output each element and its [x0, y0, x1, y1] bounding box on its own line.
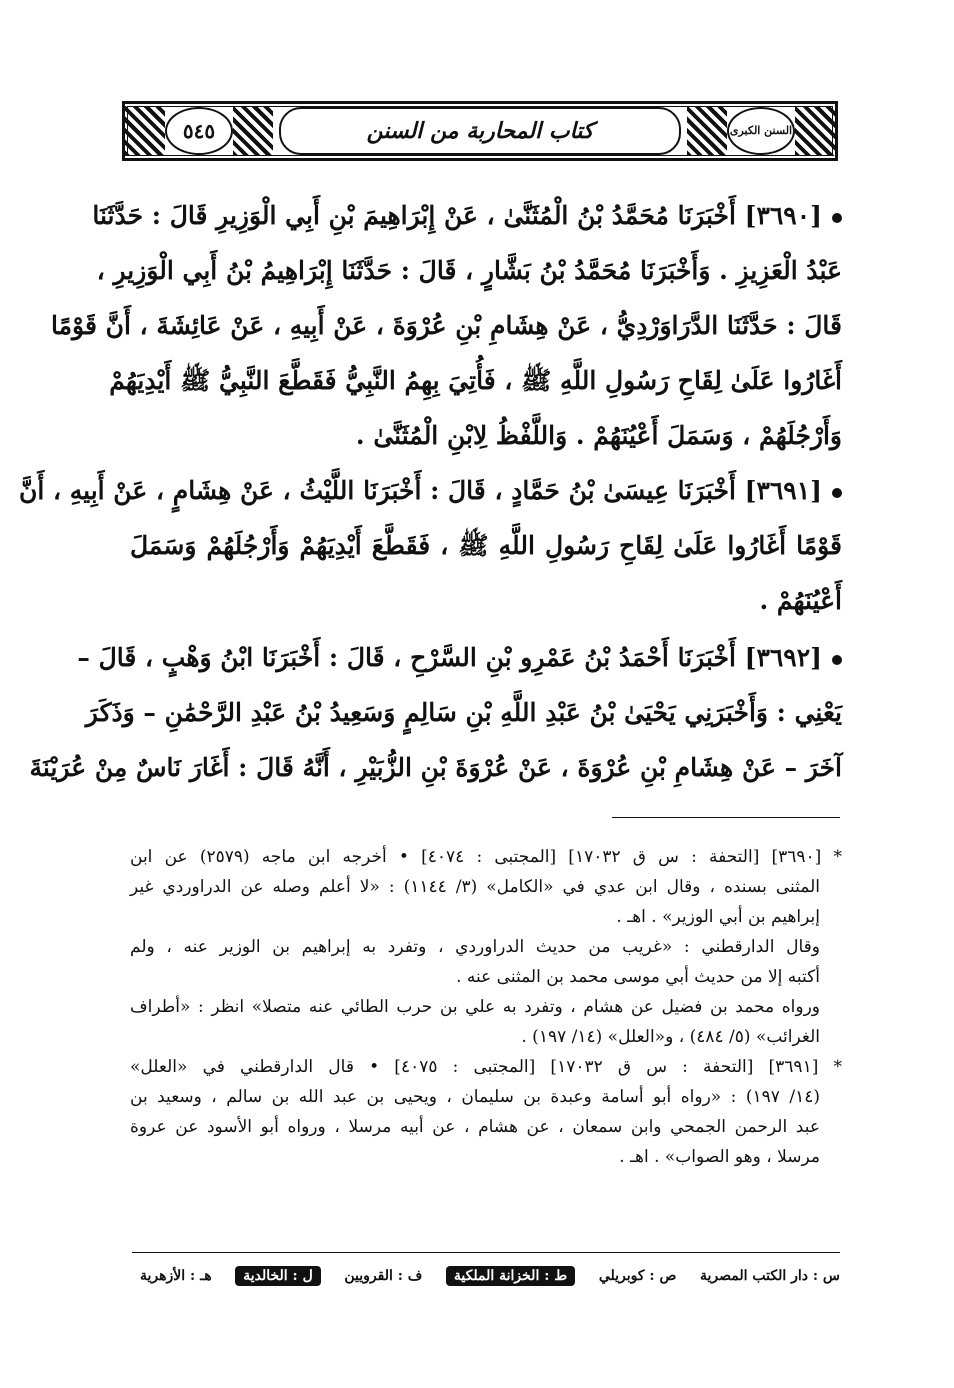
footnote-line: المثنى بسنده ، وقال ابن عدي في «الكامل» (٣/ ١١٤٤) : «لا أعلم وصله عن الدراوردي غير — [130, 877, 820, 897]
bullet-icon — [832, 655, 842, 665]
legend-item: ص : كوبريلي — [598, 1268, 677, 1284]
footnote-line: الغرائب» (٥/ ٤٨٤) ، و«العلل» (١٤/ ١٩٧) . — [521, 1027, 820, 1047]
legend-item: هـ : الأزهرية — [140, 1268, 212, 1284]
ornament — [687, 106, 727, 156]
legend-item: ف : القرويين — [344, 1268, 423, 1284]
text-line: آخَرَ – عَنْ هِشَامِ بْنِ عُرْوَةَ ، عَنْ عُرْوَةَ بْنِ الزُّبَيْرِ ، أَنَّهُ قَالَ : أَغَارَ نَاسٌ مِنْ عُرَيْنَةَ — [29, 753, 842, 782]
bullet-icon — [832, 213, 842, 223]
page-header — [122, 101, 838, 161]
ornament — [233, 106, 273, 156]
ornament-left — [125, 106, 165, 156]
legend-item: س : دار الكتب المصرية — [699, 1268, 840, 1284]
text-line: أَغَارُوا عَلَىٰ لِقَاحِ رَسُولِ اللَّهِ ﷺ ، فَأُتِيَ بِهِمُ النَّبِيُّ فَقَطَّعَ النَّبِيُّ ﷺ أَيْدِيَهُمْ — [109, 366, 842, 395]
text-line: [٣٦٩١] أَخْبَرَنَا عِيسَىٰ بْنُ حَمَّادٍ ، قَالَ : أَخْبَرَنَا اللَّيْثُ ، عَنْ هِشَامٍ ، عَنْ أَبِيهِ ، أَنَّ — [130, 463, 842, 518]
footnote-line: ورواه محمد بن فضيل عن هشام ، وتفرد به علي بن حرب الطائي عنه متصلا» انظر : «أطراف — [130, 997, 820, 1017]
footnote-line: وقال الدارقطني : «غريب من حديث الدراوردي ، وتفرد به إبراهيم بن الوزير عنه ، ولم — [130, 937, 820, 957]
hadith-3692 — [29, 630, 842, 795]
text-line: وَأَرْجُلَهُمْ ، وَسَمَلَ أَعْيُنَهُمْ . وَاللَّفْظُ لِابْنِ الْمُثَنَّىٰ . — [355, 421, 842, 450]
legend-item: ل : الخالدية — [235, 1266, 321, 1286]
text-line: يَعْنِي : وَأَخْبَرَنِي يَحْيَىٰ بْنُ عَبْدِ اللَّهِ بْنِ سَالِمٍ وَسَعِيدُ بْنُ عَبْدِ الرَّحْمَٰنِ – وَذَكَرَ — [85, 698, 842, 727]
footnote-line: أكتبه إلا من حديث أبي موسى محمد بن المثنى عنه . — [456, 967, 820, 987]
footnote-line: مرسلا ، وهو الصواب» . اهـ . — [619, 1147, 820, 1167]
footnote-line: عبد الرحمن الجمحي وابن سمعان ، عن هشام ، عن أبيه مرسلا ، ورواه أبو الأسود عن عروة — [130, 1117, 820, 1137]
text-line: قَالَ : حَدَّثَنَا الدَّرَاوَرْدِيُّ ، عَنْ هِشَامِ بْنِ عُرْوَةَ ، عَنْ أَبِيهِ ، عَنْ عَائِشَةَ ، أَنَّ قَوْمًا — [51, 311, 842, 340]
bullet-icon — [832, 488, 842, 498]
text-line: [٣٦٩٠] أَخْبَرَنَا مُحَمَّدُ بْنُ الْمُثَنَّىٰ ، عَنْ إِبْرَاهِيمَ بْنِ أَبِي الْوَزِيرِ قَالَ : حَدَّثَنَا — [130, 188, 842, 243]
footnote-separator — [612, 817, 840, 818]
footnote-line: إبراهيم بن أبي الوزير» . اهـ . — [616, 907, 820, 927]
book-logo: السنن الكبرى — [727, 107, 795, 155]
footnote-line: * [٣٦٩٠] [التحفة : س ق ١٧٠٣٢] [المجتبى : ٤٠٧٤] • أخرجه ابن ماجه (٢٥٧٩) عن ابن — [130, 847, 842, 867]
running-title: كتاب المحاربة من السنن — [279, 107, 681, 155]
text-line: قَوْمًا أَغَارُوا عَلَىٰ لِقَاحِ رَسُولِ اللَّهِ ﷺ ، فَقَطَّعَ أَيْدِيَهُمْ وَأَرْجُلَهُمْ وَسَمَلَ — [130, 531, 842, 560]
page-number: ٥٤٥ — [165, 107, 233, 155]
manuscript-legend — [140, 1266, 840, 1286]
text-line: أَعْيُنَهُمْ . — [759, 586, 842, 615]
hadith-3690 — [51, 188, 842, 463]
text-line: [٣٦٩٢] أَخْبَرَنَا أَحْمَدُ بْنُ عَمْرِو بْنِ السَّرْحِ ، قَالَ : أَخْبَرَنَا ابْنُ وَهْبٍ ، قَالَ – — [130, 630, 842, 685]
footer-rule — [132, 1252, 840, 1253]
ornament-right — [795, 106, 835, 156]
legend-item: ط : الخزانة الملكية — [446, 1266, 575, 1286]
hadith-3691 — [18, 463, 842, 628]
footnote-line: * [٣٦٩١] [التحفة : س ق ١٧٠٣٢] [المجتبى : ٤٠٧٥] • قال الدارقطني في «العلل» — [130, 1057, 842, 1077]
footnote-line: (١٤/ ١٩٧) : «رواه أبو أسامة وعبدة بن سليمان ، ويحيى بن عبد الله بن سالم ، وسعيد بن — [130, 1087, 820, 1107]
text-line: عَبْدُ الْعَزِيزِ . وَأَخْبَرَنَا مُحَمَّدُ بْنُ بَشَّارٍ ، قَالَ : حَدَّثَنَا إِبْرَاهِيمُ بْنُ أَبِي الْوَزِيرِ ، — [96, 256, 842, 285]
footnotes — [130, 842, 842, 1172]
